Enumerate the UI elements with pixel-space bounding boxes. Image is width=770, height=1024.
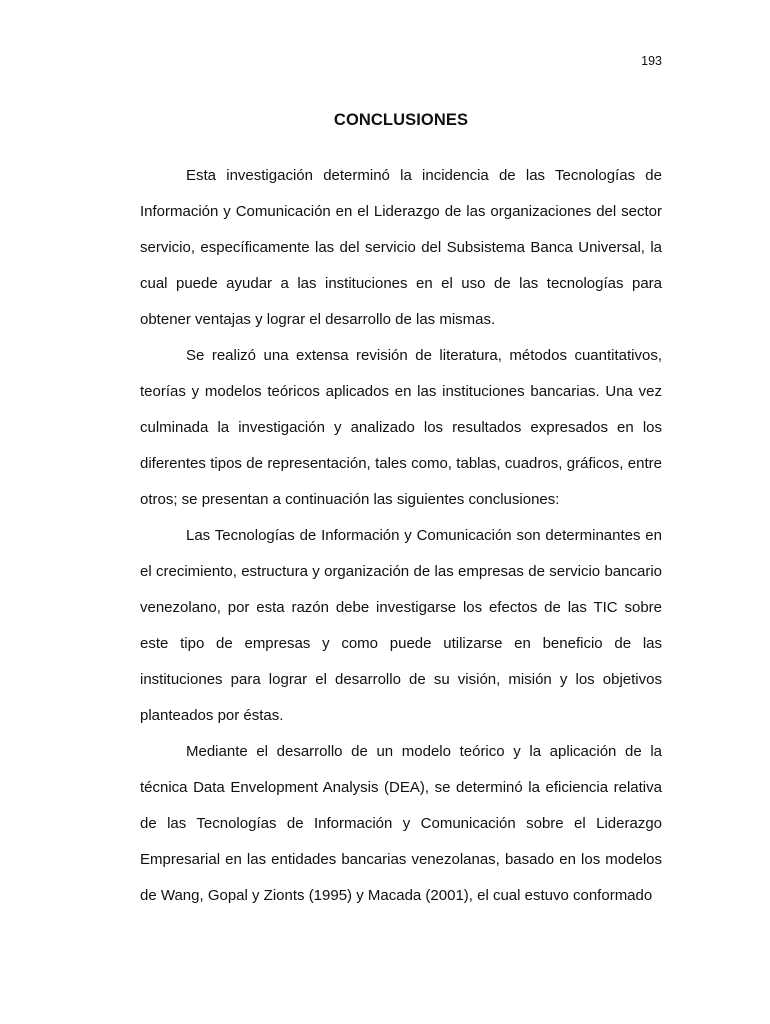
paragraph-4: Mediante el desarrollo de un modelo teórico y la aplicación de la técnica Data Envelopment Analysis (DEA), se determinó la eficiencia relativa de las Tecnologías de Información y Comunicación sobre el Liderazgo Empresarial en las entidades bancarias venezolanas, basado en los modelos de Wang, Gopal y Zionts (1995) y Macada (2001), el cual estuvo conformado (140, 743, 662, 904)
page-title: CONCLUSIONES (333, 111, 469, 129)
paragraph-1: Esta investigación determinó la incidencia de las Tecnologías de Información y Comunicación en el Liderazgo de las organizaciones del sector servicio, específicamente las del servicio del Subsistema Banca Universal, la cual puede ayudar a las instituciones en el uso de las tecnologías para obtener ventajas y lograr el desarrollo de las mismas. (140, 167, 662, 328)
page-number: 193 (641, 54, 662, 68)
body-text (140, 158, 662, 914)
paragraph-2: Se realizó una extensa revisión de literatura, métodos cuantitativos, teorías y modelos teóricos aplicados en las instituciones bancarias. Una vez culminada la investigación y analizado los resultados expresados en los diferentes tipos de representación, tales como, tablas, cuadros, gráficos, entre otros; se presentan a continuación las siguientes conclusiones: (140, 347, 662, 508)
paragraph-3: Las Tecnologías de Información y Comunicación son determinantes en el crecimiento, estructura y organización de las empresas de servicio bancario venezolano, por esta razón debe investigarse los efectos de las TIC sobre este tipo de empresas y como puede utilizarse en beneficio de las instituciones para lograr el desarrollo de su visión, misión y los objetivos planteados por éstas. (140, 527, 662, 724)
